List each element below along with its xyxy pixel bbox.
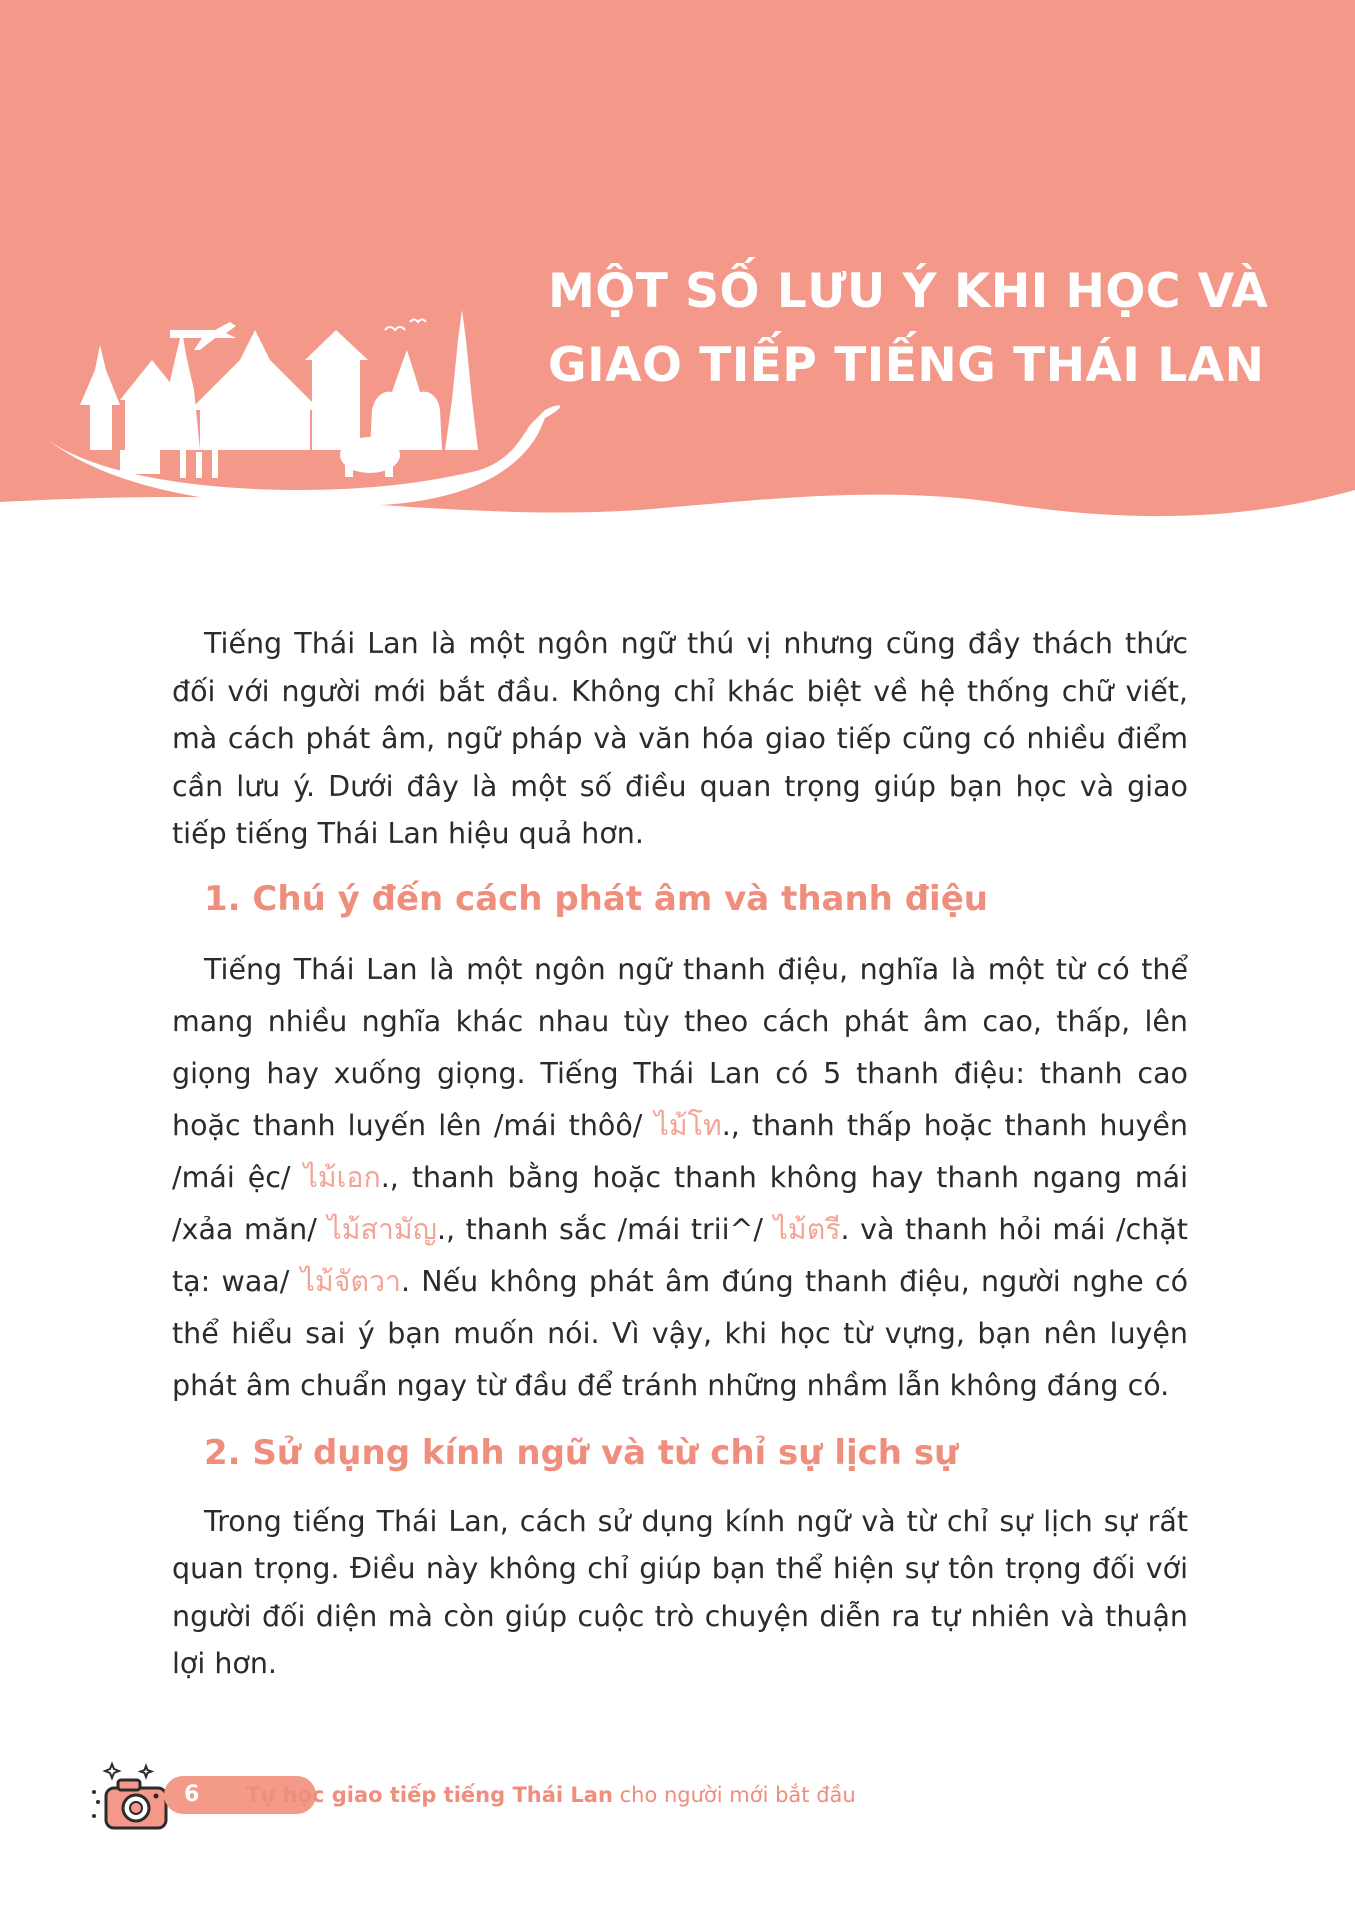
page-number: 6 bbox=[184, 1782, 200, 1807]
section-2-heading: 2. Sử dụng kính ngữ và từ chỉ sự lịch sự bbox=[204, 1432, 959, 1473]
section-1-heading: 1. Chú ý đến cách phát âm và thanh điệu bbox=[204, 878, 988, 919]
section-1-text-2: ., thanh thấp hoặc thanh huyền /mái ệc/ bbox=[172, 1108, 1188, 1194]
chapter-title-line-2: GIAO TIẾP TIẾNG THÁI LAN bbox=[548, 338, 1265, 393]
chapter-header bbox=[0, 0, 1355, 530]
thai-word-mai-tri: ไม้ตรี bbox=[773, 1212, 841, 1246]
intro-paragraph: Tiếng Thái Lan là một ngôn ngữ thú vị nhưng cũng đầy thách thức đối với người mới bắt đầu. Không chỉ khác biệt về hệ thống chữ viết, mà cách phát âm, ngữ pháp và văn hóa giao tiếp cũng có nhiều điểm cần lưu ý. Dưới đây là một số điều quan trọng giúp bạn học và giao tiếp tiếng Thái Lan hiệu quả hơn. bbox=[172, 627, 1188, 850]
section-1-text-5: . và thanh hỏi mái /chặt tạ: waa/ bbox=[172, 1212, 1188, 1298]
thai-word-mai-saman: ไม้สามัญ bbox=[327, 1212, 437, 1246]
thai-word-mai-tho: ไม้โท bbox=[654, 1108, 722, 1142]
section-2-paragraph: Trong tiếng Thái Lan, cách sử dụng kính ngữ và từ chỉ sự lịch sự rất quan trọng. Điều này không chỉ giúp bạn thể hiện sự tôn trọng đối với người đối diện mà còn giúp cuộc trò chuyện diễn ra tự nhiên và thuận lợi hơn. bbox=[172, 1504, 1188, 1680]
chapter-title bbox=[548, 255, 1338, 403]
chapter-title-line-1: MỘT SỐ LƯU Ý KHI HỌC VÀ bbox=[548, 264, 1269, 319]
section-1-paragraph bbox=[172, 944, 1188, 1412]
book-title-bold: Tự học giao tiếp tiếng Thái Lan bbox=[246, 1783, 613, 1807]
thai-word-mai-ek: ไม้เอก bbox=[303, 1160, 381, 1194]
section-1-text-4: ., thanh sắc /mái trii^/ bbox=[436, 1212, 774, 1246]
thai-word-mai-chattawa: ไม้จัตวา bbox=[300, 1264, 401, 1298]
page-footer bbox=[88, 1758, 1288, 1838]
section-1-text-3: ., thanh bằng hoặc thanh không hay thanh ngang mái /xảa măn/ bbox=[172, 1160, 1188, 1246]
section-1-text-6: . Nếu không phát âm đúng thanh điệu, người nghe có thể hiểu sai ý bạn muốn nói. Vì vậy, khi học từ vựng, bạn nên luyện phát âm chuẩn ngay từ đầu để tránh những nhầm lẫn không đáng có. bbox=[172, 1264, 1189, 1402]
section-1-text-1: Tiếng Thái Lan là một ngôn ngữ thanh điệu, nghĩa là một từ có thể mang nhiều nghĩa khác nhau tùy theo cách phát âm cao, thấp, lên giọng hay xuống giọng. Tiếng Thái Lan có 5 thanh điệu: thanh cao hoặc thanh luyến lên /mái thôô/ bbox=[172, 952, 1188, 1142]
camera-icon bbox=[88, 1758, 170, 1838]
book-title-rest: cho người mới bắt đầu bbox=[612, 1783, 856, 1807]
book-title bbox=[246, 1780, 856, 1810]
page-content bbox=[172, 620, 1188, 1688]
